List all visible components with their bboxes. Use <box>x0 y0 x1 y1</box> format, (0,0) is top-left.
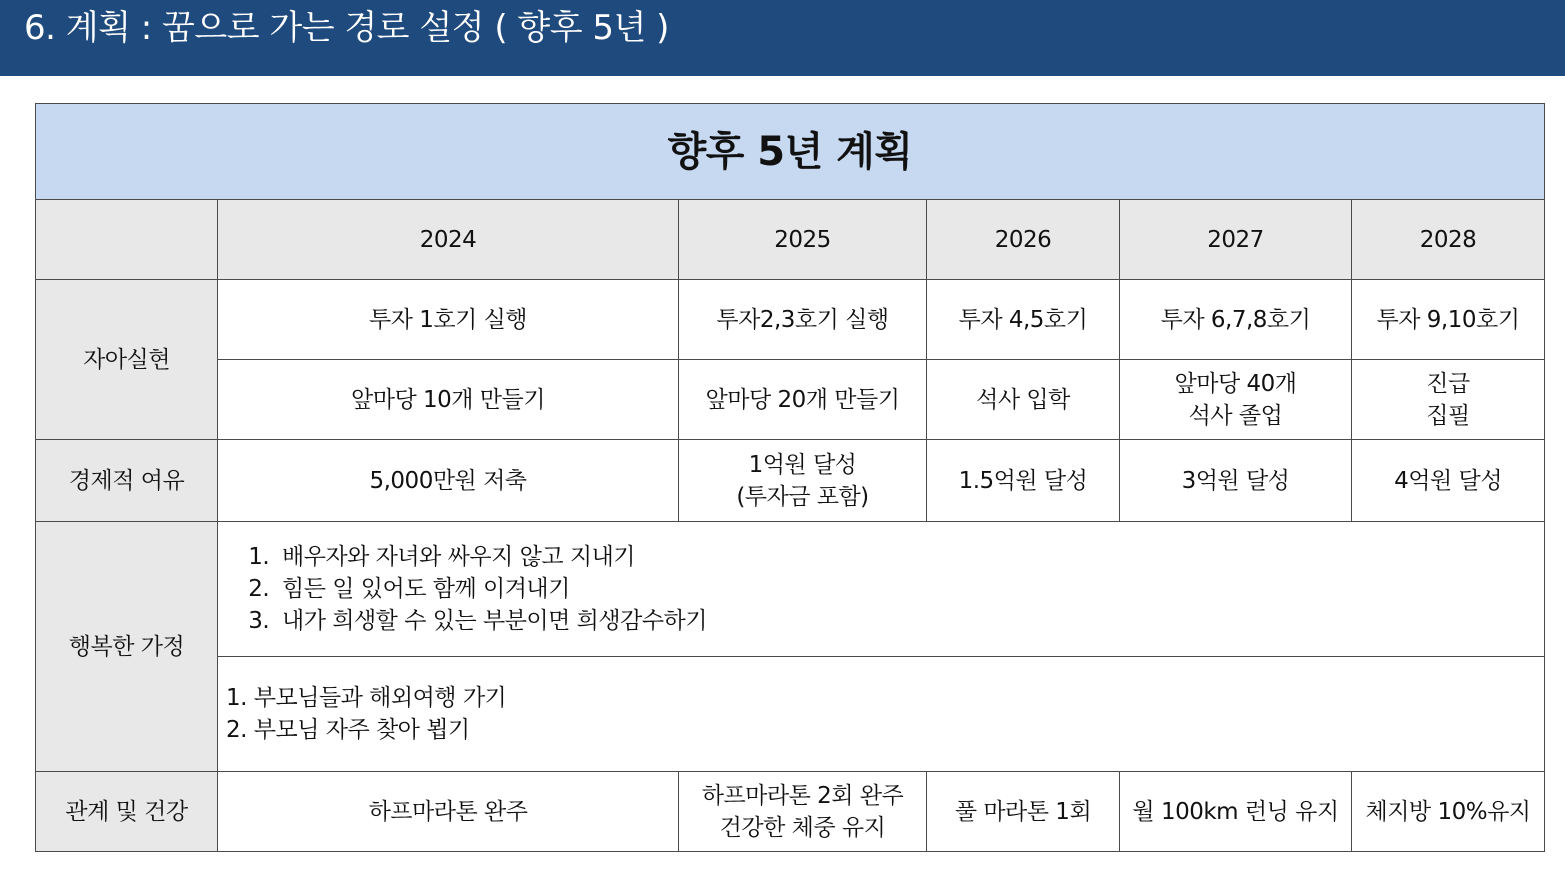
table-row <box>36 360 1545 440</box>
corner-cell <box>36 200 218 280</box>
cell-health-2025 <box>679 772 927 852</box>
cell-self-2028-a: 투자 9,10호기 <box>1352 280 1545 360</box>
cell-econ-2024: 5,000만원 저축 <box>218 440 679 522</box>
cell-health-2027: 월 100km 런닝 유지 <box>1120 772 1352 852</box>
five-year-plan-table <box>35 103 1545 852</box>
cell-line: 앞마당 40개 <box>1174 370 1297 397</box>
cell-line: 집필 <box>1426 402 1470 429</box>
parents-goals-list <box>218 657 1545 772</box>
year-2026: 2026 <box>927 200 1120 280</box>
year-2028: 2028 <box>1352 200 1545 280</box>
cell-econ-2027: 3억원 달성 <box>1120 440 1352 522</box>
family-goals-list <box>218 522 1545 657</box>
list-item: 1. 배우자와 자녀와 싸우지 않고 지내기 <box>276 541 1540 573</box>
category-relationship-health: 관계 및 건강 <box>36 772 218 852</box>
cell-econ-2025 <box>679 440 927 522</box>
cell-self-2027-b <box>1120 360 1352 440</box>
cell-self-2028-b <box>1352 360 1545 440</box>
year-header-row <box>36 200 1545 280</box>
cell-econ-2028: 4억원 달성 <box>1352 440 1545 522</box>
numbered-list <box>232 541 1540 637</box>
table-row <box>36 522 1545 657</box>
category-self-realization: 자아실현 <box>36 280 218 440</box>
list-item: 1. 부모님들과 해외여행 가기 <box>226 685 507 711</box>
cell-self-2025-b: 앞마당 20개 만들기 <box>679 360 927 440</box>
table-row <box>36 280 1545 360</box>
cell-self-2024-a: 투자 1호기 실행 <box>218 280 679 360</box>
cell-health-2026: 풀 마라톤 1회 <box>927 772 1120 852</box>
cell-self-2026-a: 투자 4,5호기 <box>927 280 1120 360</box>
table-row <box>36 657 1545 772</box>
year-2024: 2024 <box>218 200 679 280</box>
cell-line: 건강한 체중 유지 <box>719 814 886 841</box>
year-2025: 2025 <box>679 200 927 280</box>
cell-health-2028: 체지방 10%유지 <box>1352 772 1545 852</box>
cell-econ-2026: 1.5억원 달성 <box>927 440 1120 522</box>
category-happy-family: 행복한 가정 <box>36 522 218 772</box>
list-item: 2. 부모님 자주 찾아 뵙기 <box>226 717 470 743</box>
cell-self-2025-a: 투자2,3호기 실행 <box>679 280 927 360</box>
cell-line: 하프마라톤 2회 완주 <box>701 782 904 809</box>
table-title: 향후 5년 계획 <box>36 104 1545 200</box>
cell-self-2026-b: 석사 입학 <box>927 360 1120 440</box>
cell-self-2024-b: 앞마당 10개 만들기 <box>218 360 679 440</box>
category-economic: 경제적 여유 <box>36 440 218 522</box>
cell-self-2027-a: 투자 6,7,8호기 <box>1120 280 1352 360</box>
list-item: 3. 내가 희생할 수 있는 부분이면 희생감수하기 <box>276 605 1540 637</box>
table-row <box>36 772 1545 852</box>
page-title: 6. 계획 : 꿈으로 가는 경로 설정 ( 향후 5년 ) <box>24 8 669 48</box>
cell-line: 1억원 달성 <box>748 451 857 478</box>
header-bar <box>0 0 1565 76</box>
cell-health-2024: 하프마라톤 완주 <box>218 772 679 852</box>
cell-line: (투자금 포함) <box>736 483 869 510</box>
cell-line: 석사 졸업 <box>1188 402 1283 429</box>
list-item: 2. 힘든 일 있어도 함께 이겨내기 <box>276 573 1540 605</box>
table-row <box>36 440 1545 522</box>
cell-line: 진급 <box>1426 370 1470 397</box>
year-2027: 2027 <box>1120 200 1352 280</box>
